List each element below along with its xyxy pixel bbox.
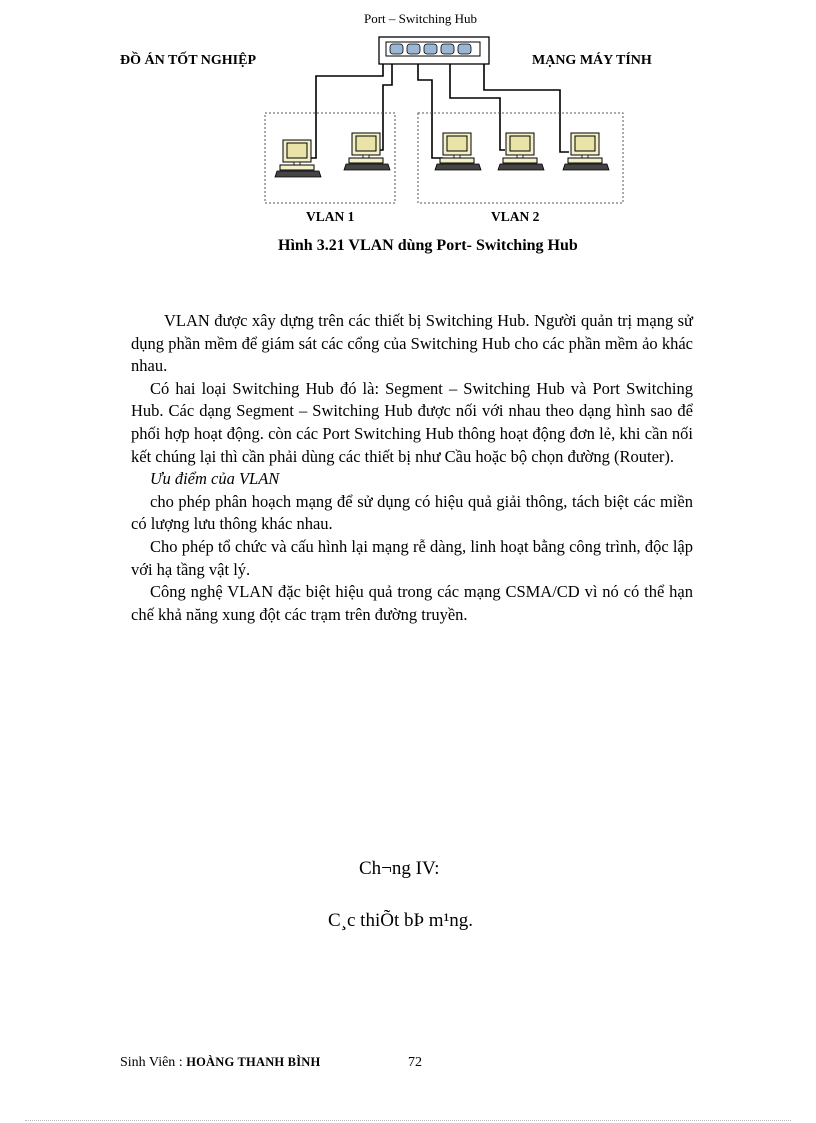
hub-label: Port – Switching Hub: [364, 11, 478, 26]
paragraph: Cho phép tổ chức và cấu hình lại mạng rễ dàng, linh hoạt bằng công trình, độc lập với hạ tầng vật lý.: [131, 536, 693, 579]
vlan2-label: VLAN 2: [491, 209, 540, 224]
paragraph: VLAN được xây dựng trên các thiết bị Switching Hub. Người quản trị mạng sử dụng phần mềm để giám sát các cổng của Switching Hub cho các phần mềm ảo khác nhau.: [131, 311, 693, 376]
page-number: 72: [408, 1055, 422, 1070]
section-heading: Ưu điểm của VLAN: [150, 469, 280, 489]
header-right: MẠNG MÁY TÍNH: [532, 53, 652, 68]
paragraph: Có hai loại Switching Hub đó là: Segment – Switching Hub và Port Switching Hub. Các dạng Segment – Switching Hub được nối với nhau theo dạng hình sao để phối hợp hoạt động. còn các Port Switching Hub thông hoạt động đơn lẻ, khi cần nối kết chúng lại thì cần phải dùng các thiết bị như Cầu hoặc bộ chọn đường (Router).: [131, 378, 693, 466]
footer-student: [120, 1055, 320, 1071]
paragraph: cho phép phân hoạch mạng để sử dụng có hiệu quả giải thông, tách biệt các miền có lượng lưu thông khác nhau.: [131, 491, 693, 534]
chapter-title: Ch¬ng IV:: [359, 858, 440, 879]
vlan1-label: VLAN 1: [306, 209, 355, 224]
computer-icon: [498, 133, 544, 170]
paragraph: Công nghệ VLAN đặc biệt hiệu quả trong các mạng CSMA/CD vì nó có thể hạn chế khả năng xung đột các trạm trên đường truyền.: [131, 582, 693, 624]
header-left: ĐỒ ÁN TỐT NGHIỆP: [120, 53, 257, 68]
student-name: HOÀNG THANH BÌNH: [186, 1055, 321, 1069]
figure-caption: Hình 3.21 VLAN dùng Port- Switching Hub: [278, 237, 578, 254]
computer-icon: [435, 133, 481, 170]
chapter-subtitle: C¸c thiÕt bÞ m¹ng.: [328, 910, 474, 931]
switching-hub-icon: [379, 37, 489, 64]
computer-icon: [563, 133, 609, 170]
page-edge-divider: [25, 1120, 791, 1121]
vlan-network-diagram: [0, 0, 816, 215]
body-text: [131, 310, 693, 626]
footer-prefix: Sinh Viên :: [120, 1055, 187, 1070]
